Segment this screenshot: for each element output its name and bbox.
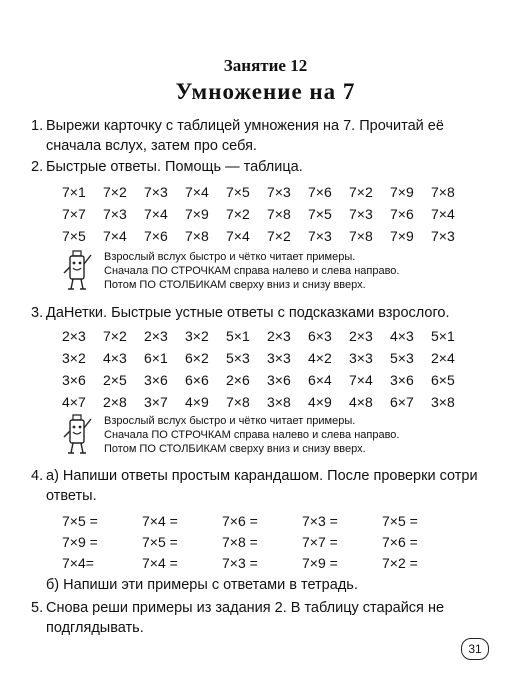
example-cell: 5×3 <box>226 350 250 366</box>
example-row <box>62 394 472 416</box>
example-cell: 4×7 <box>62 394 86 410</box>
task-2-text: Быстрые ответы. Помощь — таблица. <box>46 159 303 175</box>
example-row <box>62 513 462 534</box>
example-cell: 7×3 <box>349 206 373 222</box>
example-cell: 7×9 <box>390 184 414 200</box>
example-cell: 2×3 <box>267 328 291 344</box>
example-row <box>62 184 472 206</box>
example-cell: 5×3 <box>390 350 414 366</box>
example-cell: 2×6 <box>226 372 250 388</box>
example-cell: 3×6 <box>62 372 86 388</box>
task-3 <box>31 303 486 323</box>
example-cell: 7×5 <box>308 206 332 222</box>
example-cell: 3×7 <box>144 394 168 410</box>
example-cell: 3×2 <box>185 328 209 344</box>
task-3-examples-grid <box>62 328 472 416</box>
task-4-examples-grid <box>62 513 462 576</box>
example-cell: 7×5 = <box>142 534 178 550</box>
example-cell: 7×7 = <box>302 534 338 550</box>
example-cell: 4×9 <box>308 394 332 410</box>
page-title: Умножение на 7 <box>175 79 356 104</box>
example-cell: 7×8 = <box>222 534 258 550</box>
task-4 <box>31 466 486 506</box>
example-cell: 7×9 <box>185 206 209 222</box>
example-cell: 2×3 <box>62 328 86 344</box>
example-cell: 6×5 <box>431 372 455 388</box>
example-cell: 7×2 = <box>382 555 418 571</box>
note-line: Сначала ПО СТРОЧКАМ справа налево и слева направо. <box>104 265 400 277</box>
note-line: Потом ПО СТОЛБИКАМ сверху вниз и снизу вверх. <box>104 443 366 455</box>
example-cell: 7×4 = <box>142 555 178 571</box>
example-cell: 7×4 <box>226 228 250 244</box>
example-cell: 3×6 <box>267 372 291 388</box>
example-cell: 7×2 <box>226 206 250 222</box>
example-cell: 7×8 <box>349 228 373 244</box>
example-cell: 4×8 <box>349 394 373 410</box>
lesson-label: Занятие 12 <box>223 56 308 75</box>
example-cell: 6×6 <box>185 372 209 388</box>
example-cell: 7×3 <box>103 206 127 222</box>
task-3-number: 3. <box>31 305 44 321</box>
example-cell: 7×4 = <box>142 513 178 529</box>
example-cell: 2×8 <box>103 394 127 410</box>
example-cell: 4×3 <box>103 350 127 366</box>
example-cell: 3×3 <box>267 350 291 366</box>
example-row <box>62 555 462 576</box>
example-row <box>62 206 472 228</box>
example-row <box>62 350 472 372</box>
example-cell: 7×1 <box>62 184 86 200</box>
example-cell: 6×3 <box>308 328 332 344</box>
example-cell: 3×2 <box>62 350 86 366</box>
note-line: Взрослый вслух быстро и чётко читает примеры. <box>104 415 356 427</box>
task-4-number: 4. <box>31 468 44 484</box>
example-cell: 7×2 <box>103 328 127 344</box>
task-4b-text: б) Напиши эти примеры с ответами в тетрадь. <box>46 577 358 593</box>
example-cell: 7×3 <box>267 184 291 200</box>
pencil-character-icon <box>60 413 96 457</box>
example-cell: 5×1 <box>226 328 250 344</box>
example-cell: 5×1 <box>431 328 455 344</box>
example-row <box>62 228 472 250</box>
task-1-text: Вырежи карточку с таблицей умножения на 7. Прочитай её сначала вслух, затем про себя. <box>46 118 444 154</box>
example-row <box>62 372 472 394</box>
example-cell: 7×4= <box>62 555 94 571</box>
example-cell: 6×1 <box>144 350 168 366</box>
task-4b <box>46 575 486 595</box>
example-cell: 7×8 <box>185 228 209 244</box>
example-cell: 7×6 = <box>222 513 258 529</box>
example-cell: 7×8 <box>226 394 250 410</box>
example-cell: 7×9 <box>390 228 414 244</box>
example-cell: 7×4 <box>103 228 127 244</box>
example-cell: 7×4 <box>185 184 209 200</box>
example-cell: 4×3 <box>390 328 414 344</box>
example-cell: 7×3 = <box>222 555 258 571</box>
task-4a-text: а) Напиши ответы простым карандашом. После проверки сотри ответы. <box>46 468 478 504</box>
example-row <box>62 328 472 350</box>
example-cell: 7×8 <box>431 184 455 200</box>
example-cell: 3×6 <box>390 372 414 388</box>
example-cell: 7×2 <box>349 184 373 200</box>
example-cell: 7×6 <box>144 228 168 244</box>
example-cell: 4×2 <box>308 350 332 366</box>
example-cell: 7×4 <box>349 372 373 388</box>
task-5-number: 5. <box>31 600 44 616</box>
example-cell: 3×3 <box>349 350 373 366</box>
task-2-number: 2. <box>31 159 44 175</box>
example-cell: 7×7 <box>62 206 86 222</box>
example-cell: 7×2 <box>103 184 127 200</box>
example-cell: 7×5 = <box>62 513 98 529</box>
page-number: 31 <box>461 638 489 660</box>
example-cell: 2×5 <box>103 372 127 388</box>
example-cell: 7×3 <box>431 228 455 244</box>
example-cell: 3×8 <box>431 394 455 410</box>
note-line: Взрослый вслух быстро и чётко читает примеры. <box>104 251 356 263</box>
example-cell: 7×5 <box>62 228 86 244</box>
task-2-adult-note <box>104 250 399 292</box>
example-cell: 2×3 <box>349 328 373 344</box>
example-cell: 7×5 = <box>382 513 418 529</box>
example-cell: 6×7 <box>390 394 414 410</box>
task-1-number: 1. <box>31 118 44 134</box>
example-cell: 7×3 = <box>302 513 338 529</box>
example-cell: 7×6 = <box>382 534 418 550</box>
example-cell: 7×6 <box>390 206 414 222</box>
example-cell: 7×5 <box>226 184 250 200</box>
example-cell: 7×9 = <box>62 534 98 550</box>
example-cell: 7×4 <box>431 206 455 222</box>
example-cell: 7×4 <box>144 206 168 222</box>
example-cell: 6×4 <box>308 372 332 388</box>
example-cell: 3×6 <box>144 372 168 388</box>
note-line: Сначала ПО СТРОЧКАМ справа налево и слева направо. <box>104 429 400 441</box>
task-2 <box>31 157 486 177</box>
example-cell: 6×2 <box>185 350 209 366</box>
example-cell: 7×2 <box>267 228 291 244</box>
pencil-character-icon <box>60 249 96 293</box>
task-1 <box>31 116 486 156</box>
example-cell: 2×3 <box>144 328 168 344</box>
example-cell: 3×8 <box>267 394 291 410</box>
example-cell: 7×6 <box>308 184 332 200</box>
task-3-adult-note <box>104 414 399 456</box>
task-5 <box>31 598 486 638</box>
example-cell: 7×8 <box>267 206 291 222</box>
example-row <box>62 534 462 555</box>
example-cell: 4×9 <box>185 394 209 410</box>
task-3-text: ДаНетки. Быстрые устные ответы с подсказками взрослого. <box>46 305 450 321</box>
example-cell: 7×3 <box>144 184 168 200</box>
task-2-examples-grid <box>62 184 472 250</box>
example-cell: 2×4 <box>431 350 455 366</box>
example-cell: 7×3 <box>308 228 332 244</box>
note-line: Потом ПО СТОЛБИКАМ сверху вниз и снизу вверх. <box>104 279 366 291</box>
example-cell: 7×9 = <box>302 555 338 571</box>
task-5-text: Снова реши примеры из задания 2. В таблицу старайся не подглядывать. <box>46 600 445 636</box>
